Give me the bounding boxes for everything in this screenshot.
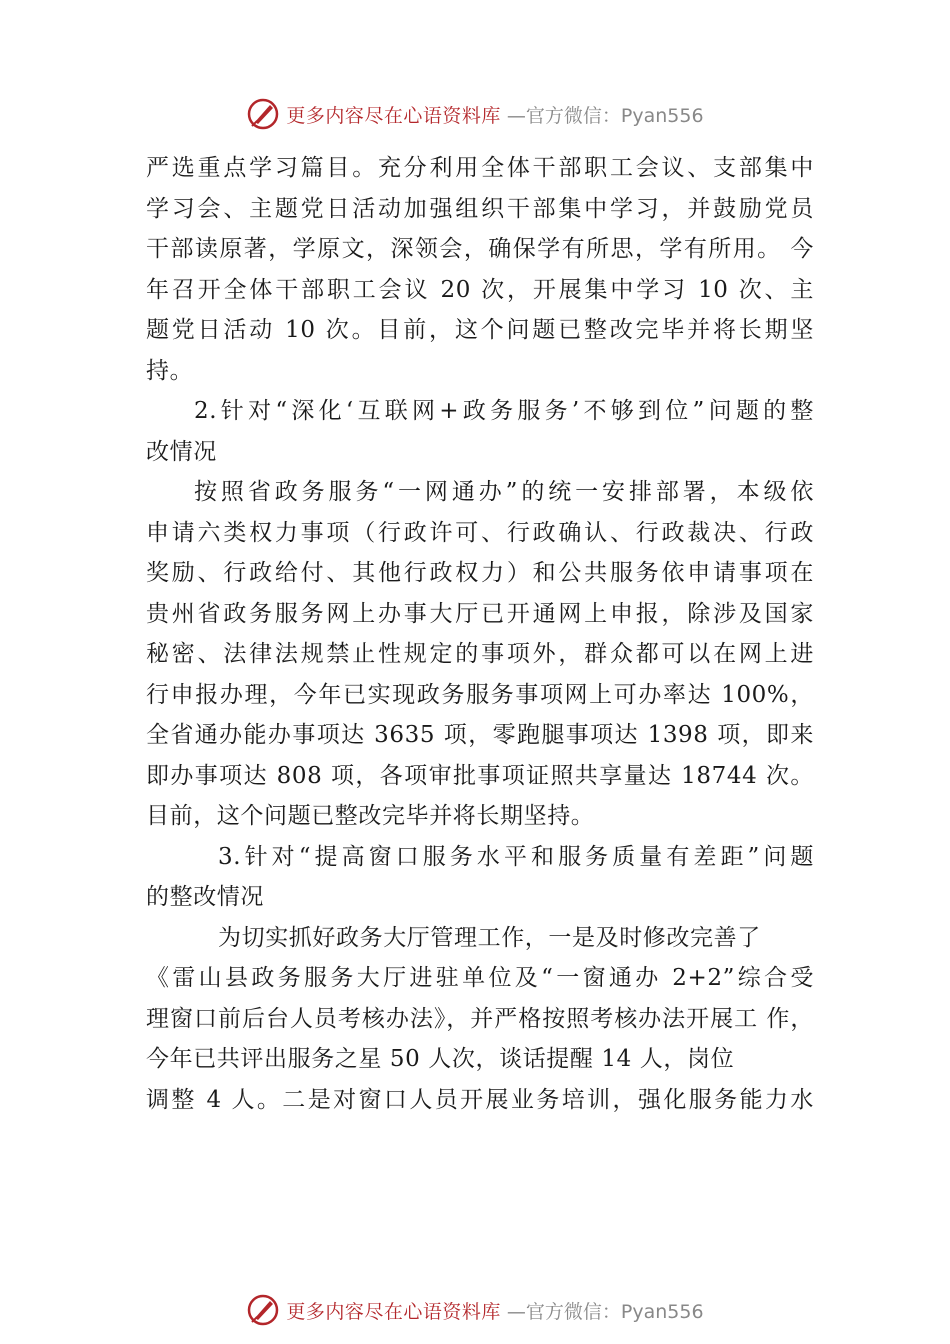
text-line: 即办事项达 808 项，各项审批事项证照共享量达 18744 次。 — [146, 762, 814, 789]
text-line: 干部读原著，学原文，深领会，确保学有所思，学有所用。 今 — [146, 236, 814, 262]
text-line: 题党日活动 10 次。目前，这个问题已整改完毕并将长期坚 — [146, 317, 814, 343]
text-line: 调整 4 人。二是对窗口人员开展业务培训，强化服务能力水 — [146, 1086, 814, 1113]
quill-logo-icon — [246, 1293, 280, 1327]
text-line: 按照省政务服务“一网通办”的统一安排部署，本级依 — [194, 479, 814, 505]
text-line: 奖励、行政给付、其他行政权力）和公共服务依申请事项在 — [146, 560, 814, 586]
section-heading-line: 的整改情况 — [146, 884, 264, 910]
text-line: 为切实抓好政务大厅管理工作，一是及时修改完善了 — [218, 924, 761, 951]
text-line: 目前，这个问题已整改完毕并将长期坚持。 — [146, 803, 595, 829]
banner-brand-text: 更多内容尽在心语资料库 — [286, 1300, 501, 1323]
banner-wechat-text: —官方微信：Pyan556 — [506, 104, 704, 127]
text-line: 行申报办理，今年已实现政务服务事项网上可办率达 100%， — [146, 681, 814, 708]
text-line: 学习会、主题党日活动加强组织干部集中学习，并鼓励党员 — [146, 195, 814, 222]
text-line: 全省通办能办事项达 3635 项，零跑腿事项达 1398 项，即来 — [146, 722, 814, 748]
quill-logo-icon — [246, 97, 280, 131]
text-line: 今年已共评出服务之星 50 人次，谈话提醒 14 人，岗位 — [146, 1046, 735, 1072]
text-line: 秘密、法律法规禁止性规定的事项外，群众都可以在网上进 — [146, 641, 814, 667]
text-line: 申请六类权力事项（行政许可、行政确认、行政裁决、行政 — [146, 519, 814, 546]
document-body — [146, 148, 814, 1120]
text-line: 严选重点学习篇目。充分利用全体干部职工会议、支部集中 — [146, 155, 814, 181]
text-line: 理窗口前后台人员考核办法》，并严格按照考核办法开展工 作， — [146, 1005, 814, 1032]
text-line: 《雷山县政务服务大厅进驻单位及“一窗通办 2+2”综合受 — [146, 965, 814, 991]
banner-wechat-text: —官方微信：Pyan556 — [506, 1300, 704, 1323]
section-heading-line: 改情况 — [146, 438, 217, 465]
header-banner — [0, 94, 950, 134]
section-heading-line: 3.针对“提高窗口服务水平和服务质量有差距”问题 — [218, 843, 814, 870]
footer-banner — [0, 1290, 950, 1330]
banner-brand-text: 更多内容尽在心语资料库 — [286, 104, 501, 127]
text-line: 贵州省政务服务网上办事大厅已开通网上申报，除涉及国家 — [146, 600, 814, 627]
section-heading-line: 2.针对“深化‘互联网+政务服务’不够到位”问题的整 — [194, 398, 814, 424]
text-line: 年召开全体干部职工会议 20 次，开展集中学习 10 次、主 — [146, 276, 814, 303]
text-line: 持。 — [146, 357, 194, 384]
